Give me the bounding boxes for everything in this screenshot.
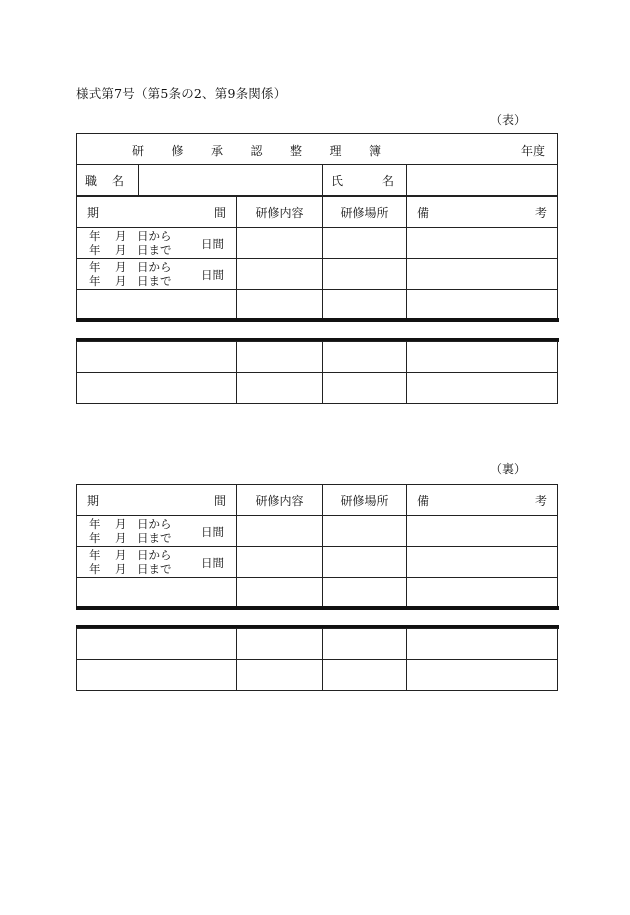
days-label: 日間 (201, 556, 224, 570)
front-continuation-table (76, 341, 558, 404)
job-title-field[interactable] (139, 165, 323, 196)
content-cell[interactable] (237, 290, 323, 321)
content-cell[interactable] (237, 342, 323, 373)
period-cell[interactable] (77, 660, 237, 691)
content-cell[interactable] (237, 516, 323, 547)
period-header: 期 間 (77, 485, 237, 516)
period-cell[interactable]: 年 月 日から 年 月 日まで 日間 (77, 516, 237, 547)
place-cell[interactable] (323, 373, 407, 404)
content-cell[interactable] (237, 578, 323, 609)
content-cell[interactable] (237, 228, 323, 259)
back-side-label: （裏） (489, 462, 526, 476)
section-break-line (76, 606, 559, 610)
days-label: 日間 (201, 237, 224, 251)
back-training-table (76, 484, 558, 609)
remarks-cell[interactable] (407, 578, 558, 609)
section-break-line (76, 318, 559, 322)
days-label: 日間 (201, 268, 224, 282)
form-number-title: 様式第7号（第5条の2、第9条関係） (76, 86, 287, 101)
remarks-cell[interactable] (407, 547, 558, 578)
remarks-cell[interactable] (407, 342, 558, 373)
front-register-table (76, 133, 558, 196)
name-label: 氏 名 (323, 165, 407, 196)
period-cell[interactable] (77, 578, 237, 609)
content-cell[interactable] (237, 259, 323, 290)
remarks-cell[interactable] (407, 660, 558, 691)
place-cell[interactable] (323, 660, 407, 691)
front-training-table (76, 196, 558, 321)
register-title: 研 修 承 認 整 理 簿 (132, 144, 382, 158)
back-continuation-table (76, 628, 558, 691)
register-title-cell (77, 134, 558, 165)
period-cell[interactable] (77, 342, 237, 373)
place-cell[interactable] (323, 342, 407, 373)
content-header: 研修内容 (237, 485, 323, 516)
place-header: 研修場所 (323, 485, 407, 516)
place-cell[interactable] (323, 578, 407, 609)
period-cell[interactable] (77, 290, 237, 321)
period-cell[interactable]: 年 月 日から 年 月 日まで 日間 (77, 547, 237, 578)
place-cell[interactable] (323, 629, 407, 660)
fiscal-year-label: 年度 (521, 144, 546, 158)
remarks-cell[interactable] (407, 228, 558, 259)
content-cell[interactable] (237, 629, 323, 660)
remarks-header: 備 考 (407, 197, 558, 228)
period-cell[interactable]: 年 月 日から 年 月 日まで 日間 (77, 259, 237, 290)
remarks-cell[interactable] (407, 259, 558, 290)
period-cell[interactable]: 年 月 日から 年 月 日まで 日間 (77, 228, 237, 259)
content-cell[interactable] (237, 660, 323, 691)
name-field[interactable] (407, 165, 558, 196)
place-cell[interactable] (323, 290, 407, 321)
front-side-label: （表） (489, 113, 526, 127)
content-cell[interactable] (237, 547, 323, 578)
remarks-cell[interactable] (407, 373, 558, 404)
remarks-header: 備 考 (407, 485, 558, 516)
days-label: 日間 (201, 525, 224, 539)
place-cell[interactable] (323, 547, 407, 578)
period-cell[interactable] (77, 629, 237, 660)
content-cell[interactable] (237, 373, 323, 404)
place-cell[interactable] (323, 259, 407, 290)
place-cell[interactable] (323, 228, 407, 259)
place-cell[interactable] (323, 516, 407, 547)
place-header: 研修場所 (323, 197, 407, 228)
remarks-cell[interactable] (407, 290, 558, 321)
job-title-label: 職 名 (77, 165, 139, 196)
remarks-cell[interactable] (407, 629, 558, 660)
remarks-cell[interactable] (407, 516, 558, 547)
period-header: 期 間 (77, 197, 237, 228)
content-header: 研修内容 (237, 197, 323, 228)
period-cell[interactable] (77, 373, 237, 404)
